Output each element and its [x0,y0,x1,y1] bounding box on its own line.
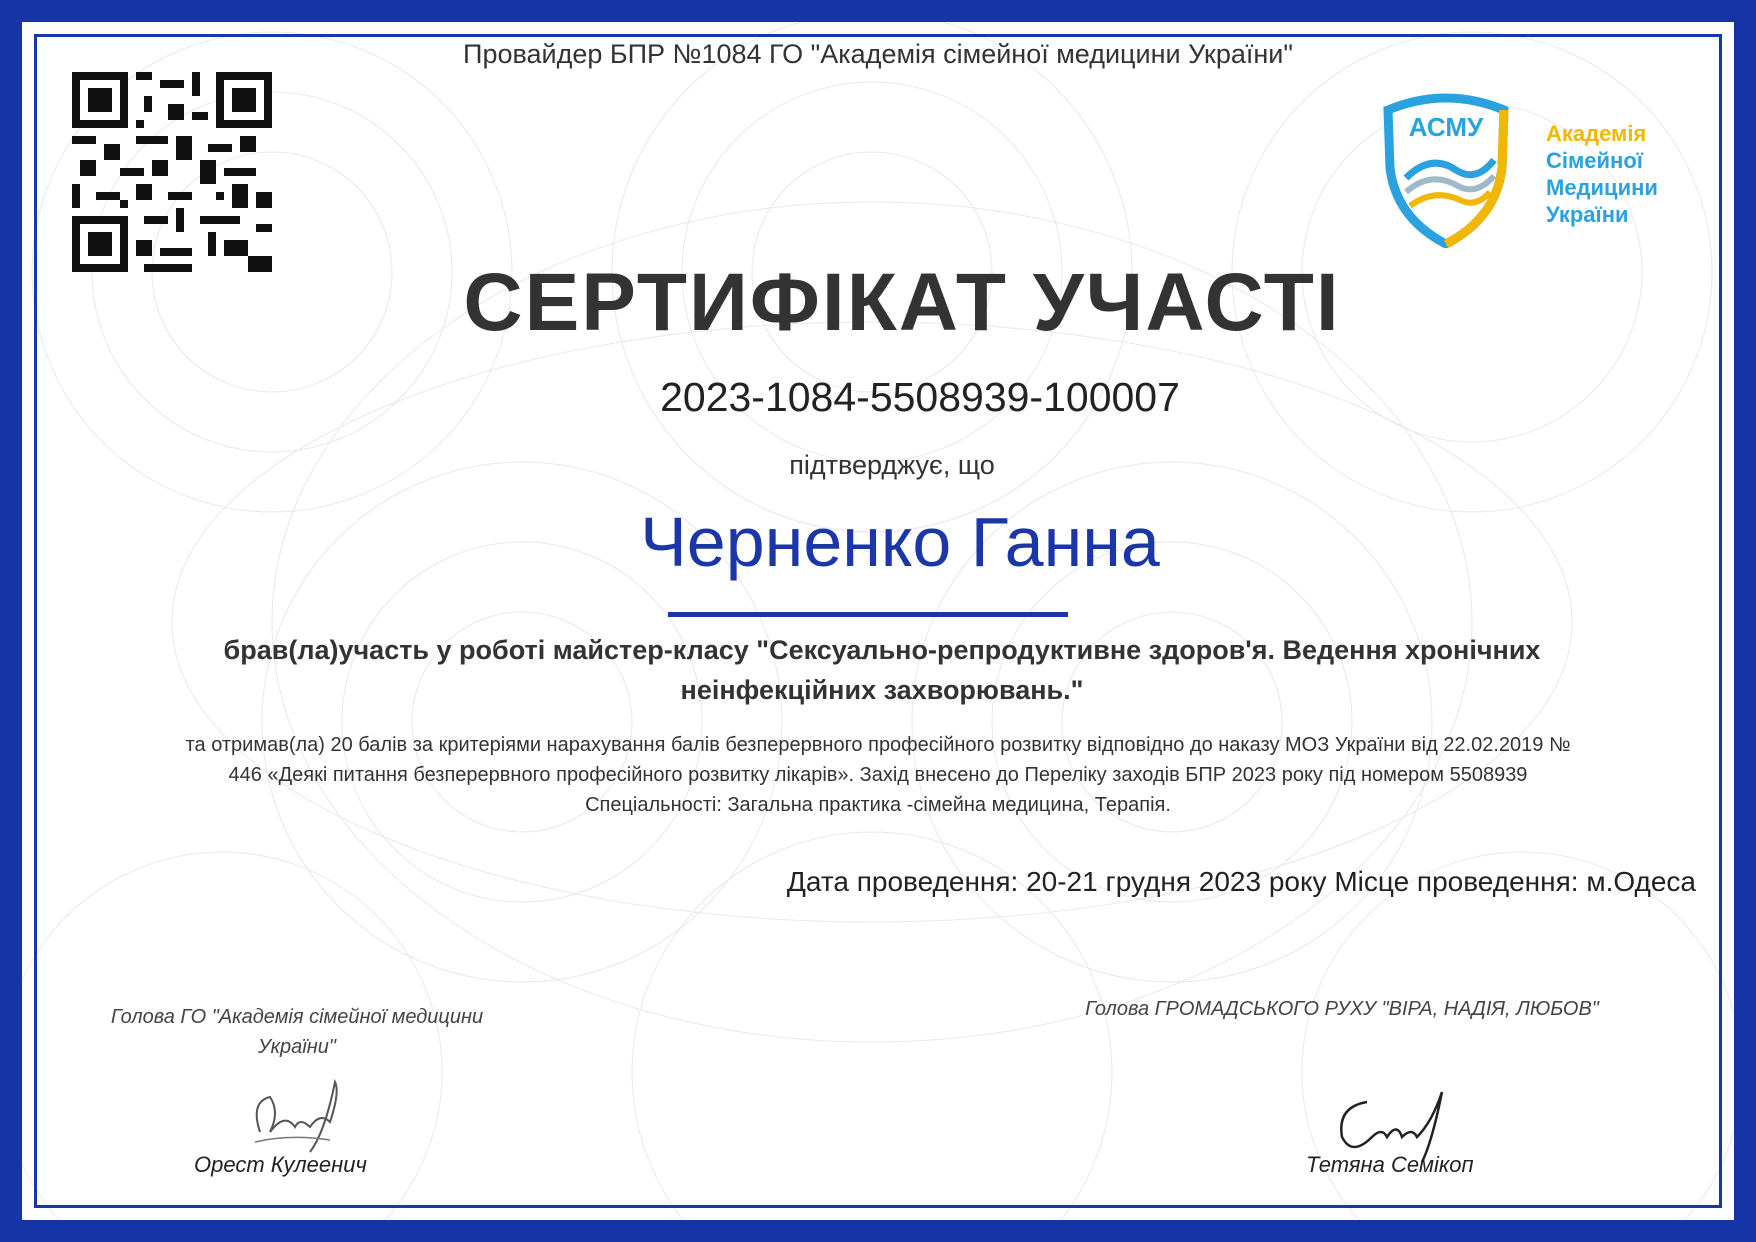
logo-text [1546,120,1658,228]
confirms-text: підтверджує, що [789,450,995,480]
logo-line-medicine: Медицини [1546,175,1658,200]
right-signatory-name: Тетяна Семікоп [1306,1152,1474,1177]
left-signatory-title-line-2: України" [258,1036,336,1058]
details-line-1: та отримав(ла) 20 балів за критеріями нарахування балів безперервного професійного розвитку відповідно до наказу МОЗ України від 22.02.2019 № [185,734,1571,756]
right-signatory-title: Голова ГРОМАДСЬКОГО РУХУ "ВІРА, НАДІЯ, ЛЮБОВ" [1085,998,1599,1020]
logo-line-family: Сімейної [1546,148,1643,173]
logo-emblem-text: АСМУ [1408,112,1484,142]
participation-line-1: брав(ла)участь у роботі майстер-класу "Сексуально-репродуктивне здоров'я. Ведення хронічних [223,635,1541,665]
qr-code-icon [72,72,272,272]
logo-line-academy: Академія [1546,121,1647,146]
details-text [52,730,1704,820]
certificate-number: 2023-1084-5508939-100007 [660,374,1180,420]
left-signatory-title-line-1: Голова ГО "Академія сімейної медицини [110,1006,484,1028]
logo-line-ukraine: України [1546,202,1629,227]
participation-text [102,630,1662,710]
left-signatory-title [62,1002,532,1062]
certificate [22,22,1734,1220]
details-line-3: Спеціальності: Загальна практика -сімейна медицина, Терапія. [585,794,1171,816]
details-line-2: 446 «Деякі питання безперервного професійного розвитку лікарів». Захід внесено до Переліку заходів БПР 2023 року під номером 5508939 [228,764,1528,786]
left-signatory-name: Орест Кулеенич [194,1152,367,1177]
certificate-title: СЕРТИФІКАТ УЧАСТІ [463,257,1341,348]
shield-logo-icon [1376,88,1516,248]
recipient-name: Черненко Ганна [640,503,1160,581]
event-info: Дата проведення: 20-21 грудня 2023 року Місце проведення: м.Одеса [786,866,1696,897]
name-underline [668,612,1068,617]
provider-line: Провайдер БПР №1084 ГО "Академія сімейної медицини України" [463,39,1293,69]
left-signature-icon [240,1072,370,1162]
participation-line-2: неінфекційних захворювань." [680,675,1084,705]
